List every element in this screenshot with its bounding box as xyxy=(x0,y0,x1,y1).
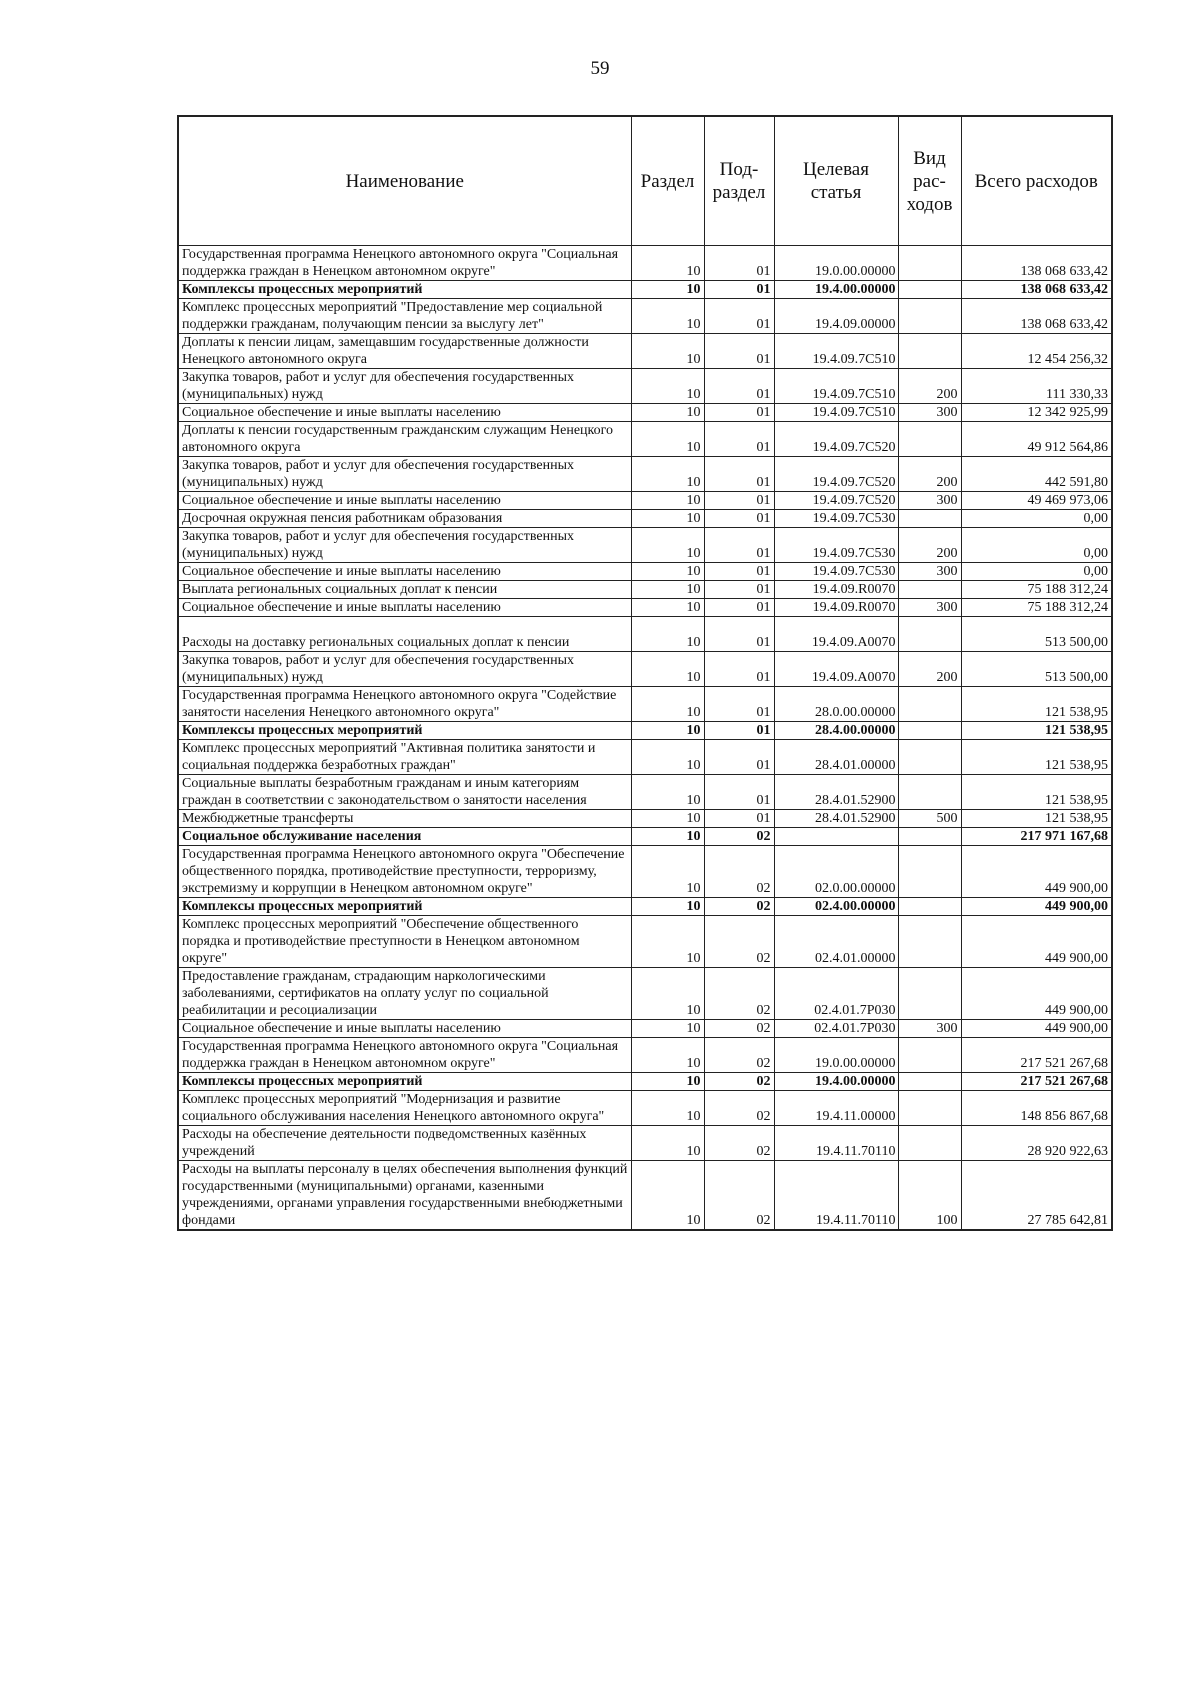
cell-vid xyxy=(898,916,961,968)
cell-total: 148 856 867,68 xyxy=(961,1091,1112,1126)
cell-razdel: 10 xyxy=(631,369,704,404)
cell-name: Социальное обеспечение и иные выплаты населению xyxy=(178,404,631,422)
cell-vid: 300 xyxy=(898,563,961,581)
cell-vid xyxy=(898,722,961,740)
cell-celevaya: 19.0.00.00000 xyxy=(774,1038,898,1073)
table-row xyxy=(178,687,1112,722)
cell-celevaya: 19.4.11.70110 xyxy=(774,1161,898,1231)
cell-name: Государственная программа Ненецкого автономного округа "Социальная поддержка граждан в Ненецком автономном округе" xyxy=(178,1038,631,1073)
table-row xyxy=(178,563,1112,581)
cell-podrazdel: 02 xyxy=(704,1161,774,1231)
table-row xyxy=(178,898,1112,916)
cell-celevaya: 28.4.01.52900 xyxy=(774,775,898,810)
cell-name: Досрочная окружная пенсия работникам образования xyxy=(178,510,631,528)
cell-vid xyxy=(898,775,961,810)
cell-razdel: 10 xyxy=(631,1020,704,1038)
header-name: Наименование xyxy=(178,116,631,246)
table-row xyxy=(178,528,1112,563)
cell-vid: 100 xyxy=(898,1161,961,1231)
cell-celevaya: 19.4.09.7С520 xyxy=(774,457,898,492)
table-row xyxy=(178,404,1112,422)
cell-total: 0,00 xyxy=(961,528,1112,563)
table-row xyxy=(178,1073,1112,1091)
cell-name: Комплексы процессных мероприятий xyxy=(178,722,631,740)
cell-celevaya: 28.4.01.52900 xyxy=(774,810,898,828)
cell-razdel: 10 xyxy=(631,492,704,510)
cell-vid: 300 xyxy=(898,492,961,510)
cell-name: Межбюджетные трансферты xyxy=(178,810,631,828)
cell-razdel: 10 xyxy=(631,1091,704,1126)
cell-name: Закупка товаров, работ и услуг для обеспечения государственных (муниципальных) нужд xyxy=(178,457,631,492)
cell-celevaya: 19.4.09.R0070 xyxy=(774,581,898,599)
budget-table xyxy=(177,115,1113,1231)
cell-name: Предоставление гражданам, страдающим наркологическими заболеваниями, сертификатов на оплату услуг по социальной реабилитации и ресоциализации xyxy=(178,968,631,1020)
table-row xyxy=(178,1126,1112,1161)
cell-total: 217 521 267,68 xyxy=(961,1073,1112,1091)
cell-vid xyxy=(898,422,961,457)
cell-razdel: 10 xyxy=(631,846,704,898)
header-celevaya: Целевая статья xyxy=(774,116,898,246)
cell-celevaya: 19.4.11.00000 xyxy=(774,1091,898,1126)
cell-total: 449 900,00 xyxy=(961,916,1112,968)
cell-celevaya: 19.4.09.7С520 xyxy=(774,492,898,510)
cell-podrazdel: 01 xyxy=(704,528,774,563)
cell-razdel: 10 xyxy=(631,1038,704,1073)
table-row xyxy=(178,916,1112,968)
cell-vid: 200 xyxy=(898,369,961,404)
cell-name: Социальное обеспечение и иные выплаты населению xyxy=(178,1020,631,1038)
cell-total: 513 500,00 xyxy=(961,617,1112,652)
cell-vid: 200 xyxy=(898,528,961,563)
table-row xyxy=(178,299,1112,334)
cell-total: 12 454 256,32 xyxy=(961,334,1112,369)
cell-name: Социальное обеспечение и иные выплаты населению xyxy=(178,563,631,581)
cell-podrazdel: 02 xyxy=(704,968,774,1020)
cell-vid xyxy=(898,687,961,722)
cell-razdel: 10 xyxy=(631,810,704,828)
cell-vid xyxy=(898,299,961,334)
cell-vid xyxy=(898,968,961,1020)
cell-celevaya: 19.4.09.7С530 xyxy=(774,510,898,528)
cell-podrazdel: 02 xyxy=(704,1020,774,1038)
table-row xyxy=(178,281,1112,299)
cell-podrazdel: 02 xyxy=(704,916,774,968)
table-row xyxy=(178,581,1112,599)
cell-vid: 200 xyxy=(898,457,961,492)
table-header xyxy=(178,116,1112,246)
cell-name: Государственная программа Ненецкого автономного округа "Обеспечение общественного порядка, противодействие преступности, терроризму, экстремизму и коррупции в Ненецком автономном округе" xyxy=(178,846,631,898)
cell-vid: 500 xyxy=(898,810,961,828)
cell-name: Закупка товаров, работ и услуг для обеспечения государственных (муниципальных) нужд xyxy=(178,369,631,404)
cell-vid: 300 xyxy=(898,1020,961,1038)
cell-podrazdel: 01 xyxy=(704,369,774,404)
table-row xyxy=(178,1091,1112,1126)
cell-total: 12 342 925,99 xyxy=(961,404,1112,422)
cell-vid xyxy=(898,1126,961,1161)
cell-vid: 200 xyxy=(898,652,961,687)
cell-name: Комплексы процессных мероприятий xyxy=(178,1073,631,1091)
table-row xyxy=(178,740,1112,775)
cell-total: 449 900,00 xyxy=(961,1020,1112,1038)
cell-celevaya: 19.4.09.7С510 xyxy=(774,334,898,369)
cell-total: 0,00 xyxy=(961,510,1112,528)
cell-celevaya xyxy=(774,828,898,846)
table-body xyxy=(178,246,1112,1231)
page-number: 59 xyxy=(590,58,610,79)
cell-podrazdel: 01 xyxy=(704,422,774,457)
cell-name: Доплаты к пенсии лицам, замещавшим государственные должности Ненецкого автономного округа xyxy=(178,334,631,369)
cell-celevaya: 19.4.09.7С510 xyxy=(774,369,898,404)
cell-total: 75 188 312,24 xyxy=(961,581,1112,599)
cell-podrazdel: 01 xyxy=(704,334,774,369)
cell-celevaya: 19.4.09.7С530 xyxy=(774,563,898,581)
cell-total: 0,00 xyxy=(961,563,1112,581)
table-row xyxy=(178,1038,1112,1073)
cell-podrazdel: 02 xyxy=(704,828,774,846)
cell-total: 121 538,95 xyxy=(961,722,1112,740)
cell-name: Комплекс процессных мероприятий "Активная политика занятости и социальная поддержка безработных граждан" xyxy=(178,740,631,775)
cell-razdel: 10 xyxy=(631,722,704,740)
cell-podrazdel: 01 xyxy=(704,492,774,510)
header-podrazdel: Под- раздел xyxy=(704,116,774,246)
header-razdel: Раздел xyxy=(631,116,704,246)
cell-podrazdel: 01 xyxy=(704,404,774,422)
cell-name: Комплексы процессных мероприятий xyxy=(178,281,631,299)
cell-name: Расходы на доставку региональных социальных доплат к пенсии xyxy=(178,617,631,652)
cell-total: 138 068 633,42 xyxy=(961,246,1112,281)
cell-razdel: 10 xyxy=(631,740,704,775)
cell-razdel: 10 xyxy=(631,246,704,281)
cell-name: Расходы на обеспечение деятельности подведомственных казённых учреждений xyxy=(178,1126,631,1161)
cell-celevaya: 19.4.09.7С520 xyxy=(774,422,898,457)
cell-celevaya: 19.4.00.00000 xyxy=(774,281,898,299)
cell-vid xyxy=(898,510,961,528)
cell-vid xyxy=(898,617,961,652)
cell-total: 513 500,00 xyxy=(961,652,1112,687)
cell-razdel: 10 xyxy=(631,968,704,1020)
cell-podrazdel: 01 xyxy=(704,299,774,334)
cell-celevaya: 28.4.01.00000 xyxy=(774,740,898,775)
cell-total: 111 330,33 xyxy=(961,369,1112,404)
cell-podrazdel: 01 xyxy=(704,510,774,528)
cell-razdel: 10 xyxy=(631,334,704,369)
cell-name: Доплаты к пенсии государственным гражданским служащим Ненецкого автономного округа xyxy=(178,422,631,457)
cell-razdel: 10 xyxy=(631,563,704,581)
cell-podrazdel: 01 xyxy=(704,722,774,740)
header-total: Всего расходов xyxy=(961,116,1112,246)
cell-name: Государственная программа Ненецкого автономного округа "Содействие занятости населения Ненецкого автономного округа" xyxy=(178,687,631,722)
table-row xyxy=(178,492,1112,510)
cell-total: 121 538,95 xyxy=(961,775,1112,810)
cell-vid: 300 xyxy=(898,404,961,422)
cell-podrazdel: 01 xyxy=(704,810,774,828)
table-row xyxy=(178,652,1112,687)
cell-podrazdel: 01 xyxy=(704,281,774,299)
table-row xyxy=(178,775,1112,810)
cell-celevaya: 02.0.00.00000 xyxy=(774,846,898,898)
cell-total: 449 900,00 xyxy=(961,846,1112,898)
table-row xyxy=(178,617,1112,652)
table-row xyxy=(178,722,1112,740)
cell-total: 217 971 167,68 xyxy=(961,828,1112,846)
cell-razdel: 10 xyxy=(631,898,704,916)
cell-razdel: 10 xyxy=(631,652,704,687)
cell-total: 121 538,95 xyxy=(961,687,1112,722)
cell-total: 27 785 642,81 xyxy=(961,1161,1112,1231)
cell-vid xyxy=(898,281,961,299)
table-row xyxy=(178,457,1112,492)
cell-vid: 300 xyxy=(898,599,961,617)
cell-podrazdel: 02 xyxy=(704,1073,774,1091)
cell-total: 442 591,80 xyxy=(961,457,1112,492)
cell-podrazdel: 02 xyxy=(704,1126,774,1161)
cell-razdel: 10 xyxy=(631,828,704,846)
cell-total: 138 068 633,42 xyxy=(961,299,1112,334)
cell-vid xyxy=(898,1091,961,1126)
cell-razdel: 10 xyxy=(631,599,704,617)
cell-name: Социальные выплаты безработным гражданам и иным категориям граждан в соответствии с законодательством о занятости населения xyxy=(178,775,631,810)
cell-name: Комплекс процессных мероприятий "Обеспечение общественного порядка и противодействие преступности в Ненецком автономном округе" xyxy=(178,916,631,968)
cell-vid xyxy=(898,828,961,846)
cell-celevaya: 19.4.09.R0070 xyxy=(774,599,898,617)
table-row xyxy=(178,246,1112,281)
cell-vid xyxy=(898,246,961,281)
table-row xyxy=(178,422,1112,457)
cell-podrazdel: 01 xyxy=(704,246,774,281)
cell-celevaya: 28.4.00.00000 xyxy=(774,722,898,740)
table-row xyxy=(178,828,1112,846)
header-vid: Вид рас- ходов xyxy=(898,116,961,246)
cell-total: 217 521 267,68 xyxy=(961,1038,1112,1073)
table-row xyxy=(178,334,1112,369)
cell-name: Социальное обеспечение и иные выплаты населению xyxy=(178,492,631,510)
cell-vid xyxy=(898,581,961,599)
cell-podrazdel: 01 xyxy=(704,581,774,599)
cell-celevaya: 19.4.09.7С530 xyxy=(774,528,898,563)
cell-podrazdel: 01 xyxy=(704,617,774,652)
table-row xyxy=(178,1020,1112,1038)
table-row xyxy=(178,846,1112,898)
cell-vid xyxy=(898,740,961,775)
cell-vid xyxy=(898,846,961,898)
cell-razdel: 10 xyxy=(631,617,704,652)
cell-vid xyxy=(898,334,961,369)
cell-podrazdel: 01 xyxy=(704,740,774,775)
cell-name: Социальное обслуживание населения xyxy=(178,828,631,846)
cell-total: 138 068 633,42 xyxy=(961,281,1112,299)
cell-name: Выплата региональных социальных доплат к пенсии xyxy=(178,581,631,599)
cell-celevaya: 02.4.01.7Р030 xyxy=(774,1020,898,1038)
cell-podrazdel: 02 xyxy=(704,1038,774,1073)
cell-podrazdel: 02 xyxy=(704,1091,774,1126)
table-row xyxy=(178,810,1112,828)
cell-podrazdel: 01 xyxy=(704,775,774,810)
cell-razdel: 10 xyxy=(631,510,704,528)
cell-total: 49 469 973,06 xyxy=(961,492,1112,510)
cell-name: Социальное обеспечение и иные выплаты населению xyxy=(178,599,631,617)
cell-name: Комплекс процессных мероприятий "Модернизация и развитие социального обслуживания населения Ненецкого автономного округа" xyxy=(178,1091,631,1126)
cell-celevaya: 19.4.09.00000 xyxy=(774,299,898,334)
cell-name: Закупка товаров, работ и услуг для обеспечения государственных (муниципальных) нужд xyxy=(178,528,631,563)
cell-celevaya: 19.4.09.А0070 xyxy=(774,617,898,652)
table-row xyxy=(178,599,1112,617)
cell-razdel: 10 xyxy=(631,528,704,563)
cell-podrazdel: 01 xyxy=(704,652,774,687)
cell-razdel: 10 xyxy=(631,916,704,968)
cell-celevaya: 02.4.01.00000 xyxy=(774,916,898,968)
table-row xyxy=(178,369,1112,404)
cell-razdel: 10 xyxy=(631,299,704,334)
cell-podrazdel: 02 xyxy=(704,846,774,898)
cell-celevaya: 19.4.09.7С510 xyxy=(774,404,898,422)
cell-total: 28 920 922,63 xyxy=(961,1126,1112,1161)
cell-razdel: 10 xyxy=(631,581,704,599)
cell-razdel: 10 xyxy=(631,775,704,810)
header-row xyxy=(178,116,1112,246)
table-row xyxy=(178,968,1112,1020)
cell-celevaya: 19.4.09.А0070 xyxy=(774,652,898,687)
cell-vid xyxy=(898,898,961,916)
cell-razdel: 10 xyxy=(631,1073,704,1091)
cell-podrazdel: 01 xyxy=(704,599,774,617)
cell-vid xyxy=(898,1038,961,1073)
cell-name: Закупка товаров, работ и услуг для обеспечения государственных (муниципальных) нужд xyxy=(178,652,631,687)
cell-name: Комплекс процессных мероприятий "Предоставление мер социальной поддержки гражданам, получающим пенсии за выслугу лет" xyxy=(178,299,631,334)
cell-celevaya: 19.4.00.00000 xyxy=(774,1073,898,1091)
cell-total: 449 900,00 xyxy=(961,898,1112,916)
cell-name: Государственная программа Ненецкого автономного округа "Социальная поддержка граждан в Ненецком автономном округе" xyxy=(178,246,631,281)
cell-total: 449 900,00 xyxy=(961,968,1112,1020)
cell-name: Расходы на выплаты персоналу в целях обеспечения выполнения функций государственными (муниципальными) органами, казенными учреждениями, органами управления государственными внебюджетными фондами xyxy=(178,1161,631,1231)
cell-razdel: 10 xyxy=(631,687,704,722)
cell-name: Комплексы процессных мероприятий xyxy=(178,898,631,916)
cell-razdel: 10 xyxy=(631,457,704,492)
cell-total: 49 912 564,86 xyxy=(961,422,1112,457)
cell-razdel: 10 xyxy=(631,404,704,422)
cell-podrazdel: 01 xyxy=(704,563,774,581)
cell-celevaya: 19.4.11.70110 xyxy=(774,1126,898,1161)
cell-razdel: 10 xyxy=(631,1126,704,1161)
cell-celevaya: 02.4.00.00000 xyxy=(774,898,898,916)
table-row xyxy=(178,1161,1112,1231)
table-row xyxy=(178,510,1112,528)
cell-podrazdel: 01 xyxy=(704,687,774,722)
cell-celevaya: 02.4.01.7Р030 xyxy=(774,968,898,1020)
cell-podrazdel: 01 xyxy=(704,457,774,492)
cell-vid xyxy=(898,1073,961,1091)
cell-razdel: 10 xyxy=(631,422,704,457)
cell-total: 75 188 312,24 xyxy=(961,599,1112,617)
cell-celevaya: 28.0.00.00000 xyxy=(774,687,898,722)
cell-total: 121 538,95 xyxy=(961,740,1112,775)
cell-razdel: 10 xyxy=(631,281,704,299)
cell-podrazdel: 02 xyxy=(704,898,774,916)
cell-total: 121 538,95 xyxy=(961,810,1112,828)
cell-celevaya: 19.0.00.00000 xyxy=(774,246,898,281)
cell-razdel: 10 xyxy=(631,1161,704,1231)
